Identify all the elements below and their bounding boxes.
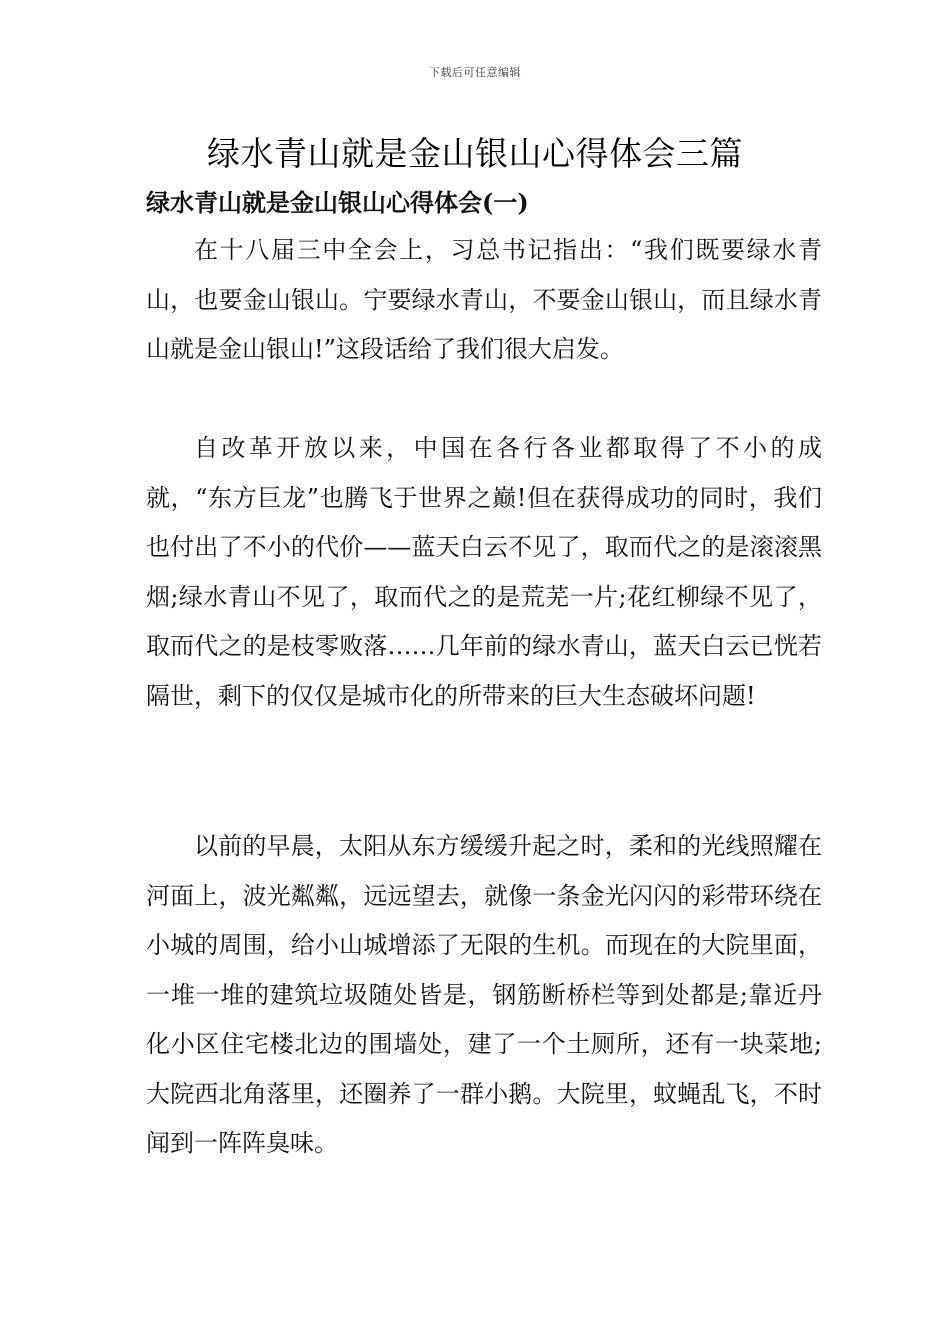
paragraph-3: 以前的早晨，太阳从东方缓缓升起之时，柔和的光线照耀在河面上，波光粼粼，远远望去，就像一条金光闪闪的彩带环绕在小城的周围，给小山城增添了无限的生机。而现在的大院里面，一堆一堆的建筑垃圾随处皆是，钢筋断桥栏等到处都是;靠近丹化小区住宅楼北边的围墙处，建了一个土厕所，还有一块菜地;大院西北角落里，还圈养了一群小鹅。大院里，蚊蝇乱飞，不时闻到一阵阵臭味。 xyxy=(146,832,822,1157)
paragraph-1-block xyxy=(146,226,822,375)
document-title: 绿水青山就是金山银山心得体会三篇 xyxy=(207,134,743,173)
section-heading: 绿水青山就是金山银山心得体会(一) xyxy=(146,188,529,217)
paragraph-3-block xyxy=(146,822,822,1169)
paragraph-1: 在十八届三中全会上，习总书记指出：“我们既要绿水青山，也要金山银山。宁要绿水青山，不要金山银山，而且绿水青山就是金山银山!”这段话给了我们很大启发。 xyxy=(146,236,822,363)
paragraph-2-block xyxy=(146,424,822,721)
header-note: 下载后可任意编辑 xyxy=(429,66,521,79)
paragraph-2: 自改革开放以来，中国在各行各业都取得了不小的成就，“东方巨龙”也腾飞于世界之巅!但在获得成功的同时，我们也付出了不小的代价——蓝天白云不见了，取而代之的是滚滚黑烟;绿水青山不见了，取而代之的是荒芜一片;花红柳绿不见了，取而代之的是枝零败落……几年前的绿水青山，蓝天白云已恍若隔世，剩下的仅仅是城市化的所带来的巨大生态破坏问题! xyxy=(146,434,822,710)
